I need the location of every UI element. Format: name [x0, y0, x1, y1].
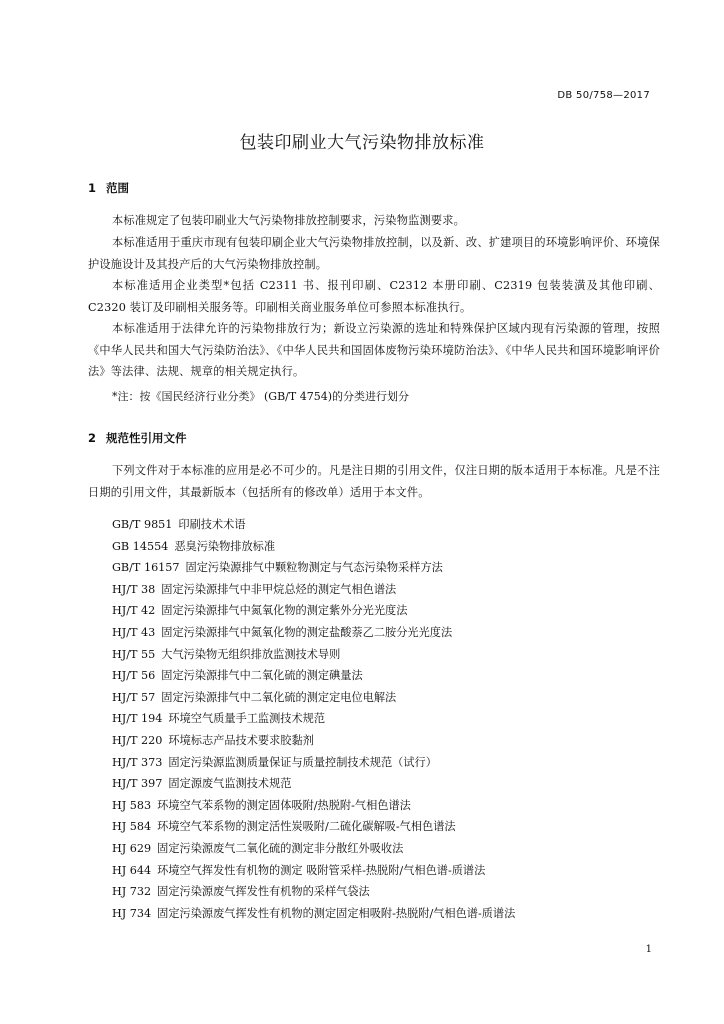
- reference-code: GB 14554: [112, 539, 169, 553]
- reference-item: [112, 687, 515, 709]
- reference-item: [112, 557, 515, 579]
- reference-code: HJ/T 43: [112, 625, 156, 639]
- section-1-paragraph-1: 本标准规定了包装印刷业大气污染物排放控制要求，污染物监测要求。: [112, 214, 466, 227]
- reference-item: [112, 838, 515, 860]
- reference-item: [112, 622, 515, 644]
- reference-code: HJ/T 38: [112, 582, 156, 596]
- document-code: DB 50/758—2017: [557, 90, 650, 101]
- reference-title: 固定污染源排气中氮氧化物的测定盐酸萘乙二胺分光光度法: [161, 625, 453, 639]
- reference-item: [112, 881, 515, 903]
- page-number: 1: [645, 944, 652, 955]
- reference-title: 大气污染物无组织排放监测技术导则: [161, 647, 341, 661]
- reference-title: 环境标志产品技术要求胶黏剂: [168, 733, 314, 747]
- reference-title: 固定污染源废气二氧化硫的测定非分散红外吸收法: [157, 841, 404, 855]
- reference-title: 固定污染源监测质量保证与质量控制技术规范（试行）: [168, 755, 437, 769]
- reference-code: HJ 734: [112, 906, 152, 920]
- reference-code: HJ/T 55: [112, 647, 156, 661]
- reference-item: [112, 730, 515, 752]
- reference-title: 固定污染源排气中二氧化硫的测定碘量法: [161, 669, 363, 683]
- reference-title: 环境空气苯系物的测定固体吸附/热脱附-气相色谱法: [157, 798, 411, 812]
- reference-code: HJ/T 56: [112, 669, 156, 683]
- reference-code: HJ/T 397: [112, 777, 163, 791]
- document-title: 包装印刷业大气污染物排放标准: [239, 133, 485, 153]
- section-2-intro: 下列文件对于本标准的应用是必不可少的。凡是注日期的引用文件，仅注日期的版本适用于本标准。凡是不注日期的引用文件，其最新版本（包括所有的修改单）适用于本文件。: [88, 464, 660, 499]
- section-1-paragraph-4: 本标准适用于法律允许的污染物排放行为；新设立污染源的选址和特殊保护区域内现有污染源的管理，按照《中华人民共和国大气污染防治法》、《中华人民共和国固体废物污染环境防治法》、《中华人民共和国环境影响评价法》等法律、法规、规章的相关规定执行。: [88, 322, 660, 378]
- reference-item: [112, 644, 515, 666]
- section-2-title: 规范性引用文件: [106, 431, 187, 445]
- reference-title: 环境空气挥发性有机物的测定 吸附管采样-热脱附/气相色谱-质谱法: [157, 863, 486, 877]
- section-1-heading: [88, 180, 129, 196]
- reference-code: HJ 583: [112, 798, 152, 812]
- section-1-paragraph-3: 本标准适用企业类型*包括 C2311 书、报刊印刷、C2312 本册印刷、C2319 包装装潢及其他印刷、C2320 装订及印刷相关服务等。印刷相关商业服务单位可参照本标准执行。: [88, 279, 660, 314]
- reference-item: [112, 579, 515, 601]
- reference-title: 恶臭污染物排放标准: [174, 539, 276, 553]
- reference-title: 固定污染源废气挥发性有机物的测定固定相吸附-热脱附/气相色谱-质谱法: [157, 906, 516, 920]
- reference-code: HJ 732: [112, 885, 152, 899]
- reference-item: [112, 665, 515, 687]
- reference-title: 固定污染源排气中非甲烷总烃的测定气相色谱法: [161, 582, 397, 596]
- reference-title: 固定污染源排气中颗粒物测定与气态污染物采样方法: [185, 561, 443, 575]
- reference-code: HJ/T 42: [112, 604, 156, 618]
- reference-title: 环境空气苯系物的测定活性炭吸附/二硫化碳解吸-气相色谱法: [157, 820, 456, 834]
- reference-code: GB/T 16157: [112, 561, 180, 575]
- reference-code: HJ 629: [112, 841, 152, 855]
- reference-code: HJ/T 57: [112, 690, 156, 704]
- reference-item: [112, 795, 515, 817]
- reference-item: [112, 708, 515, 730]
- reference-title: 固定污染源排气中二氧化硫的测定定电位电解法: [161, 690, 397, 704]
- reference-code: HJ/T 194: [112, 712, 163, 726]
- reference-code: GB/T 9851: [112, 518, 173, 531]
- reference-item: [112, 860, 515, 882]
- classification-note: *注：按《国民经济行业分类》 (GB/T 4754)的分类进行划分: [112, 390, 409, 403]
- reference-item: [112, 903, 515, 925]
- reference-item: [112, 752, 515, 774]
- reference-item: [112, 816, 515, 838]
- reference-item: [112, 536, 515, 558]
- reference-title: 环境空气质量手工监测技术规范: [168, 712, 326, 726]
- reference-title: 印刷技术术语: [178, 518, 246, 531]
- reference-code: HJ/T 373: [112, 755, 163, 769]
- reference-item: [112, 514, 515, 536]
- reference-title: 固定污染源排气中氮氧化物的测定紫外分光光度法: [161, 604, 408, 618]
- section-1-title: 范围: [106, 181, 130, 195]
- reference-item: [112, 773, 515, 795]
- reference-code: HJ 584: [112, 820, 152, 834]
- section-2-number: 2: [88, 431, 97, 445]
- section-1-paragraph-2: 本标准适用于重庆市现有包装印刷企业大气污染物排放控制，以及新、改、扩建项目的环境影响评价、环境保护设施设计及其投产后的大气污染物排放控制。: [88, 236, 660, 271]
- section-2-heading: [88, 430, 187, 446]
- reference-code: HJ 644: [112, 863, 152, 877]
- reference-item: [112, 600, 515, 622]
- reference-title: 固定源废气监测技术规范: [168, 777, 292, 791]
- section-1-number: 1: [88, 181, 97, 195]
- reference-title: 固定污染源废气挥发性有机物的采样气袋法: [157, 885, 370, 899]
- reference-code: HJ/T 220: [112, 733, 163, 747]
- reference-list: [112, 514, 515, 924]
